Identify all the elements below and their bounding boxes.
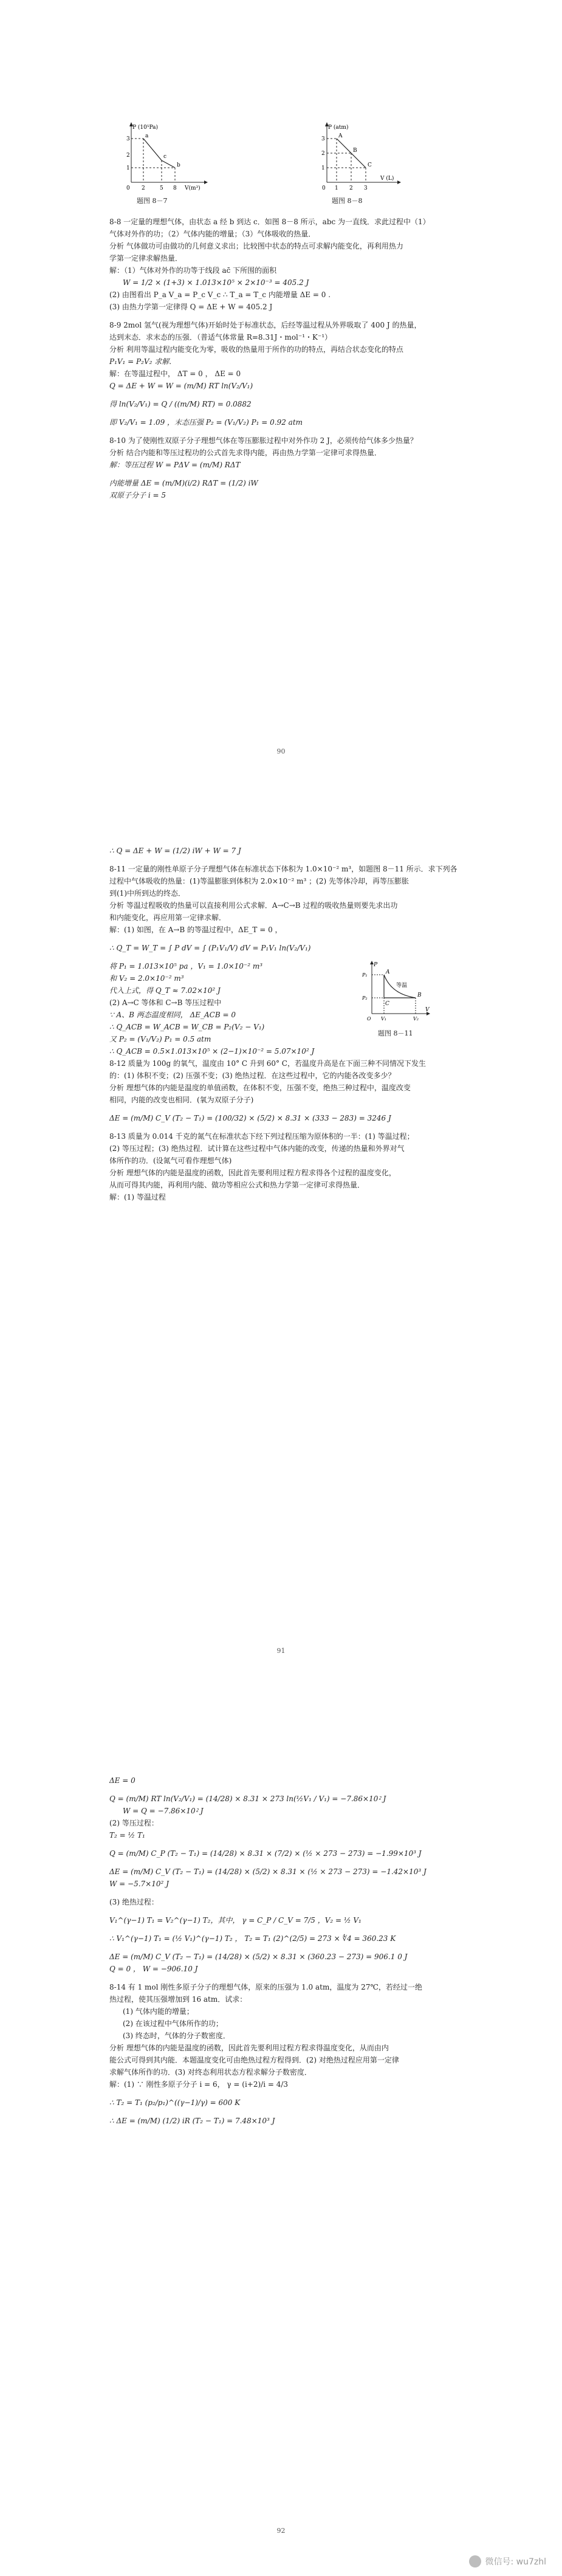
- solutions-8-13-to-8-14: [109, 1774, 450, 2127]
- formula: W = −5.7×10² J: [109, 1880, 169, 1888]
- text-line: (2) 在该过程中气体所作的功；: [123, 2019, 223, 2028]
- page-number: 92: [276, 2527, 286, 2535]
- fig3-isothermal-label: 等温: [396, 983, 408, 989]
- text-line: 和内能变化，再应用第一定律求解．: [109, 913, 227, 922]
- fig1-y-label: P (10⁵Pa): [132, 125, 159, 131]
- fig3-x-label: V: [425, 1007, 430, 1013]
- text-line: 体所作的功．(设氮气可看作理想气体): [109, 1156, 232, 1165]
- formula: 将 P₁ = 1.013×10⁵ pa ，V₁ = 1.0×10⁻² m³: [109, 962, 263, 970]
- text-line: 求解气体所作的功．(3) 对终态利用状态方程求解分子数密度．: [109, 2068, 312, 2076]
- text-line: 8-14 有 1 mol 刚性多原子分子的理想气体，原来的压强为 1.0 atm，温度为 27℃，若经过一绝: [109, 1983, 422, 1991]
- text-line: 分析 气体做功可由做功的几何意义求出；比较图中状态的特点可求解内能变化，再利用热力: [109, 242, 403, 250]
- text-line: 达到末态．求末态的压强．（普适气体常量 R=8.31J・mol⁻¹・K⁻¹）: [109, 333, 332, 342]
- formula: Q = (m/M) RT ln(V₂/V₁) = (14/28) × 8.31 × 273 ln(½V₁ / V₁) = −7.86×10⁲ J: [109, 1795, 386, 1803]
- text-line: 解：（1）气体对外作的功等于线段 ac̄ 下所围的面积: [109, 266, 277, 275]
- formula: 解：等压过程 W = PΔV = (m/M) RΔT: [109, 461, 241, 469]
- solutions-8-8-to-8-10: [109, 216, 450, 501]
- fig3-ptick: P₂: [362, 995, 368, 1001]
- formula: ∴ V₁^(γ−1) T₁ = (½ V₁)^(γ−1) T₂ ， T₂ = T₁ (2)^(2/5) = 273 × ∜4 = 360.23 K: [109, 1934, 396, 1943]
- fig3-ptick: P₁: [362, 972, 368, 978]
- page-90: [0, 0, 562, 784]
- fig1-xtick: 8: [173, 185, 177, 191]
- fig1-point: c: [163, 154, 167, 160]
- formula: ∴ Q_ACB = W_ACB = W_CB = P₂(V₂ − V₁): [109, 1023, 265, 1031]
- fig1-xtick: 0: [126, 185, 130, 191]
- figure-caption: 题图 8－7: [137, 197, 168, 205]
- formula: Q = 0 ， W = −906.10 J: [109, 1965, 198, 1973]
- fig2-ytick: 3: [321, 136, 325, 142]
- page-number: 90: [276, 747, 286, 755]
- text-line: 分析 利用等温过程内能变化为零，吸收的热量用于所作的功的特点，再结合状态变化的特点: [109, 345, 403, 354]
- fig1-xtick: 2: [142, 185, 145, 191]
- formula: 代入上式，得 Q_T ≈ 7.02×10² J: [109, 986, 221, 995]
- fig3-point: C: [385, 1001, 389, 1007]
- formula: Q = ΔE + W = W = (m/M) RT ln(V₂/V₁): [109, 382, 253, 390]
- page-91: [0, 784, 562, 1702]
- text-line: 相同，内能的改变也相同．(氧为双原子分子): [109, 1096, 254, 1104]
- figure-8-11: [360, 960, 433, 1027]
- fig1-ytick: 3: [126, 136, 130, 142]
- fig1-x-label: V(m³): [185, 185, 200, 191]
- text-line: (2) A→C 等体和 C→B 等压过程中: [109, 998, 222, 1007]
- fig2-ytick: 1: [321, 165, 325, 171]
- text-line: 分析 理想气体的内能是温度的函数，因此首先要利用过程方程求得各个过程的温度变化，: [109, 1169, 396, 1177]
- text-line: 8-10 为了使刚性双原子分子理想气体在等压膨胀过程中对外作功 2 J，必须传给气体多少热量？: [109, 436, 417, 445]
- text-line: (3) 终态时，气体的分子数密度．: [123, 2032, 230, 2040]
- fig3-y-label: P: [374, 962, 378, 968]
- formula: ∴ Q_T = W_T = ∫ P dV = ∫ (P₁V₁/V) dV = P₁V₁ ln(V₂/V₁): [109, 944, 311, 952]
- text-line: 分析 理想气体的内能是温度的函数，因此首先要利用过程方程求得温度变化，从而由内: [109, 2044, 389, 2052]
- formula: ΔE = 0: [109, 1776, 135, 1785]
- text-line: 解：(1) 等温过程: [109, 1193, 166, 1201]
- text-line: 8-12 质量为 100g 的氧气，温度由 10° C 升到 60° C，若温度升高是在下面三种不同情况下发生: [109, 1059, 426, 1068]
- text-line: (2) 由图看出 P_a V_a = P_c V_c ∴ T_a = T_c 内能增量 ΔE = 0 .: [109, 290, 331, 299]
- figure-caption: 题图 8－8: [332, 197, 363, 205]
- text-line: 的：(1) 体积不变；(2) 压强不变；(3) 绝热过程．在这些过程中，它的内能各改变多少？: [109, 1071, 396, 1080]
- watermark: [469, 2555, 546, 2567]
- formula: W = 1/2 × (1+3) × 1.013×10⁵ × 2×10⁻³ = 405.2 J: [123, 278, 309, 287]
- text-line: 到(1)中所到达的终态．: [109, 889, 185, 898]
- text-line: (3) 绝热过程：: [109, 1898, 159, 1906]
- formula: ∴ T₂ = T₁ (p₂/p₁)^((γ−1)/γ) = 600 K: [109, 2098, 241, 2107]
- fig2-xtick: 3: [364, 185, 368, 191]
- text-line: 解：(1) 如图，在 A→B 的等温过程中，ΔE_T = 0 ，: [109, 926, 283, 934]
- fig3-vtick: V₁: [381, 1016, 386, 1022]
- text-line: 从而可得其内能，再利用内能、做功等相应公式和热力学第一定律可求得热量．: [109, 1181, 365, 1189]
- text-line: (3) 由热力学第一定律得 Q = ΔE + W = 405.2 J: [109, 303, 273, 311]
- text-line: 解：在等温过程中， ΔT = 0 ， ΔE = 0: [109, 369, 241, 378]
- fig2-point: A: [338, 133, 343, 139]
- text-line: 过程中气体吸收的热量：(1)等温膨胀到体积为 2.0×10⁻² m³ ；(2) 先等体冷却，再等压膨胀: [109, 877, 409, 885]
- formula: ∴ Q = ΔE + W = (1/2) iW + W = 7 J: [109, 847, 241, 855]
- fig3-point: A: [386, 969, 390, 975]
- watermark-text: 微信号: wu7zhl: [485, 2557, 546, 2567]
- formula: 又 P₂ = (V₁/V₂) P₁ = 0.5 atm: [109, 1035, 211, 1043]
- fig3-origin: O: [367, 1016, 371, 1022]
- text-line: 气体对外作的功；（2）气体内能的增量；（3）气体吸收的热量．: [109, 230, 316, 238]
- text-line: 能公式可得到其内能．本题温度变化可由绝热过程方程得到．(2) 对绝热过程应用第一定律: [109, 2056, 399, 2064]
- figure-8-7: [119, 122, 210, 194]
- fig2-xtick: 1: [335, 185, 338, 191]
- path-c-b: [162, 160, 175, 168]
- formula: ∵ A、B 两态温度相同， ΔE_ACB = 0: [109, 1011, 236, 1019]
- formula: 得 ln(V₂/V₁) = Q / ((m/M) RT) = 0.0882: [109, 400, 252, 408]
- formula: T₂ = ½ T₁: [109, 1831, 145, 1839]
- text-line: (1) 气体内能的增量；: [123, 2007, 194, 2016]
- text-line: 8-9 2mol 氢气(视为理想气体)开始时处于标准状态，后经等温过程从外界吸取了 400 J 的热量，: [109, 321, 422, 329]
- fig1-point: a: [145, 133, 149, 139]
- fig1-ytick: 1: [126, 165, 130, 171]
- text-line: 学第一定律求解热量．: [109, 254, 183, 263]
- fig2-x-label: V (L): [380, 176, 394, 182]
- figure-8-8: [312, 122, 403, 194]
- text-line: 解：(1) ∵ 刚性多原子分子 i = 6， γ = (i+2)/i = 4/3: [109, 2080, 289, 2089]
- text-line: 8-11 一定量的刚性单原子分子理想气体在标准状态下体积为 1.0×10⁻² m³，如题图 8－11 所示．求下列各: [109, 865, 457, 873]
- formula: V₁^(γ−1) T₁ = V₂^(γ−1) T₂，其中， γ = C_P / C_V = 7/5 ，V₂ = ½ V₁: [109, 1916, 362, 1925]
- fig2-xtick: 2: [349, 185, 353, 191]
- fig2-ytick: 2: [321, 151, 325, 157]
- formula: Q = (m/M) C_P (T₂ − T₁) = (14/28) × 8.31 × (7/2) × (½ × 273 − 273) = −1.99×10³ J: [109, 1849, 422, 1858]
- formula: ∴ Q_ACB = 0.5×1.013×10⁵ × (2−1)×10⁻² = 5.07×10² J: [109, 1047, 315, 1056]
- x-arrow: [204, 180, 208, 184]
- formula: 内能增量 ΔE = (m/M)(i/2) RΔT = (1/2) iW: [109, 479, 258, 487]
- formula: 双原子分子 i = 5: [109, 491, 166, 500]
- text-line: 分析 结合内能和等压过程功的公式首先求得内能，再由热力学第一定律可求得热量．: [109, 448, 382, 457]
- text-line: 8-8 一定量的理想气体，由状态 a 经 b 到达 c．如图 8－8 所示，abc 为一直线．求此过程中（1）: [109, 218, 430, 226]
- text-line: (2) 等压过程：: [109, 1819, 159, 1827]
- wechat-icon: [469, 2555, 481, 2567]
- page-number: 91: [276, 1647, 286, 1655]
- formula: 和 V₂ = 2.0×10⁻² m³: [109, 974, 184, 983]
- fig3-point: B: [417, 992, 422, 998]
- text-line: 热过程，使其压强增加到 16 atm．试求：: [109, 1995, 247, 2004]
- formula: P₁V₁ = P₂V₂ 求解．: [109, 357, 177, 366]
- fig2-y-label: P (atm): [328, 125, 349, 131]
- formula: ΔE = (m/M) C_V (T₂ − T₁) = (100/32) × (5/2) × 8.31 × (333 − 283) = 3246 J: [109, 1114, 391, 1122]
- fig1-xtick: 5: [160, 185, 163, 191]
- fig2-point: C: [368, 162, 372, 168]
- figure-caption: 题图 8－11: [378, 1029, 413, 1037]
- fig2-point: B: [353, 148, 357, 154]
- formula: 即 V₂/V₁ = 1.09 ，末态压强 P₂ = (V₁/V₂) P₁ = 0.92 atm: [109, 418, 303, 427]
- fig1-ytick: 2: [126, 153, 130, 159]
- text-line: 分析 理想气体的内能是温度的单值函数，在体积不变，压强不变，绝热三种过程中，温度改变: [109, 1084, 411, 1092]
- formula: ∴ ΔE = (m/M) (1/2) iR (T₂ − T₁) = 7.48×10³ J: [109, 2117, 275, 2125]
- fig2-xtick: 0: [322, 185, 326, 191]
- text-line: (2) 等压过程；(3) 绝热过程．试计算在这些过程中气体内能的改变，传递的热量和外界对气: [109, 1144, 405, 1153]
- page-92: [0, 1702, 562, 2576]
- text-line: 8-13 质量为 0.014 千克的氮气在标准状态下经下列过程压缩为原体积的一半：(1) 等温过程；: [109, 1132, 414, 1141]
- text-line: 分析 等温过程吸收的热量可以直接利用公式求解．A→C→B 过程的吸收热量则要先求出功: [109, 901, 398, 910]
- fig3-vtick: V₂: [413, 1016, 419, 1022]
- formula: W = Q = −7.86×10⁲ J: [123, 1807, 204, 1815]
- fig1-point: b: [177, 162, 180, 168]
- formula: ΔE = (m/M) C_V (T₂ − T₁) = (14/28) × (5/2) × 8.31 × (360.23 − 273) = 906.1 0 J: [109, 1953, 408, 1961]
- x-arrow: [397, 180, 401, 184]
- path-a-c: [143, 139, 162, 160]
- formula: ΔE = (m/M) C_V (T₂ − T₁) = (14/28) × (5/2) × 8.31 × (½ × 273 − 273) = −1.42×10³ J: [109, 1867, 427, 1876]
